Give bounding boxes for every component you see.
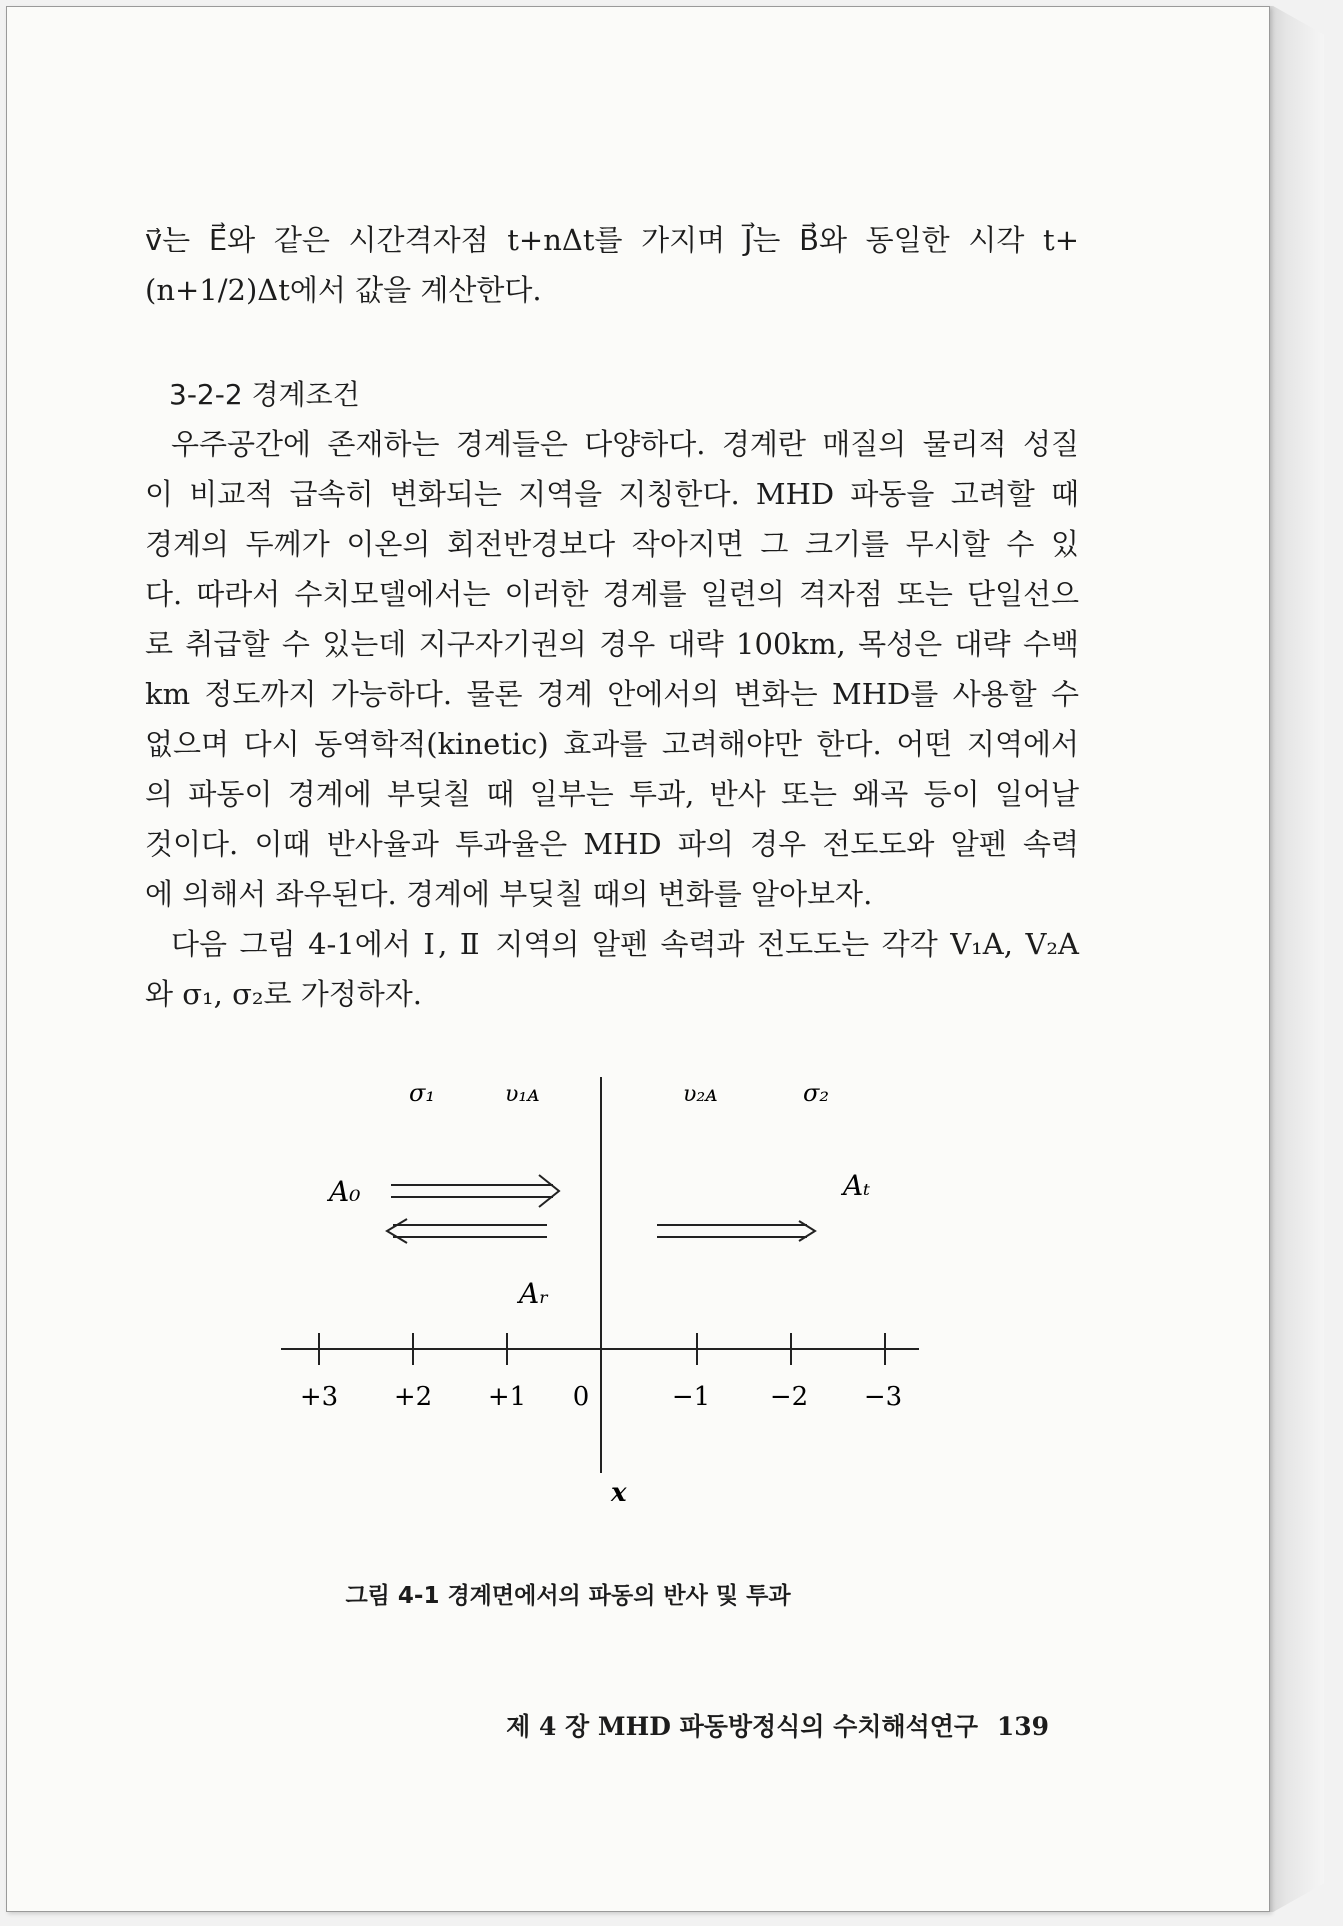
section-heading: 3-2-2 경계조건 [169,378,360,411]
tick-label: +1 [487,1382,527,1412]
tick-label: −3 [863,1382,903,1412]
axis-label: x [611,1478,627,1508]
book-page [6,6,1270,1912]
text-line: 다. 따라서 수치모델에서는 이러한 경계를 일련의 격자점 또는 단일선으 [145,577,1079,611]
tick-label: −1 [671,1382,711,1412]
sigma1-label: σ₁ [409,1079,436,1107]
tick-label: +3 [299,1382,339,1412]
sigma2-label: σ₂ [803,1079,830,1107]
text-line: 없으며 다시 동역학적(kinetic) 효과를 고려해야만 한다. 어떤 지역에서 [145,727,1079,761]
text-line: 와 σ₁, σ₂로 가정하자. [145,977,423,1011]
text-line: 것이다. 이때 반사율과 투과율은 MHD 파의 경우 전도도와 알펜 속력 [145,827,1079,861]
figure-caption: 그림 4-1 경계면에서의 파동의 반사 및 투과 [345,1583,791,1609]
v2a-label: υ₂ᴀ [683,1082,718,1107]
text-line: 다음 그림 4-1에서 Ⅰ, Ⅱ 지역의 알펜 속력과 전도도는 각각 V₁A, V₂A [171,927,1079,961]
text-line: (n+1/2)Δt에서 값을 계산한다. [145,273,542,307]
incident-wave-arrow [391,1175,559,1207]
running-footer [496,1707,1049,1743]
page-number: 139 [996,1712,1049,1741]
reflected-wave-arrow [387,1219,547,1243]
text-line: 이 비교적 급속히 변화되는 지역을 지칭한다. MHD 파동을 고려할 때 [145,477,1079,511]
transmitted-wave-arrow [657,1221,815,1241]
tick-label: −2 [769,1382,809,1412]
text-line: 우주공간에 존재하는 경계들은 다양하다. 경계란 매질의 물리적 성질 [171,427,1079,461]
text-line: 경계의 두께가 이온의 회전반경보다 작아지면 그 크기를 무시할 수 있 [145,527,1079,561]
text-line: v⃗는 E⃗와 같은 시간격자점 t+nΔt를 가지며 J⃗는 B⃗와 동일한 시각 t+ [145,223,1079,257]
reflected-amplitude-label: Aᵣ [519,1277,549,1310]
text-line: km 정도까지 가능하다. 물론 경계 안에서의 변화는 MHD를 사용할 수 [145,677,1079,711]
tick-label: +2 [393,1382,433,1412]
transmitted-amplitude-label: Aₜ [843,1169,871,1202]
v1a-label: υ₁ᴀ [505,1082,540,1107]
incident-amplitude-label: A₀ [329,1175,361,1208]
figure-4-1-diagram [7,7,1269,1911]
page-edge-shadow [1262,6,1324,1912]
chapter-title: 제 4 장 MHD 파동방정식의 수치해석연구 [506,1712,979,1741]
text-line: 에 의해서 좌우된다. 경계에 부딪칠 때의 변화를 알아보자. [145,877,873,911]
tick-label: 0 [572,1382,590,1412]
text-line: 로 취급할 수 있는데 지구자기권의 경우 대략 100km, 목성은 대략 수백 [145,627,1079,661]
text-line: 의 파동이 경계에 부딪칠 때 일부는 투과, 반사 또는 왜곡 등이 일어날 [145,777,1079,811]
